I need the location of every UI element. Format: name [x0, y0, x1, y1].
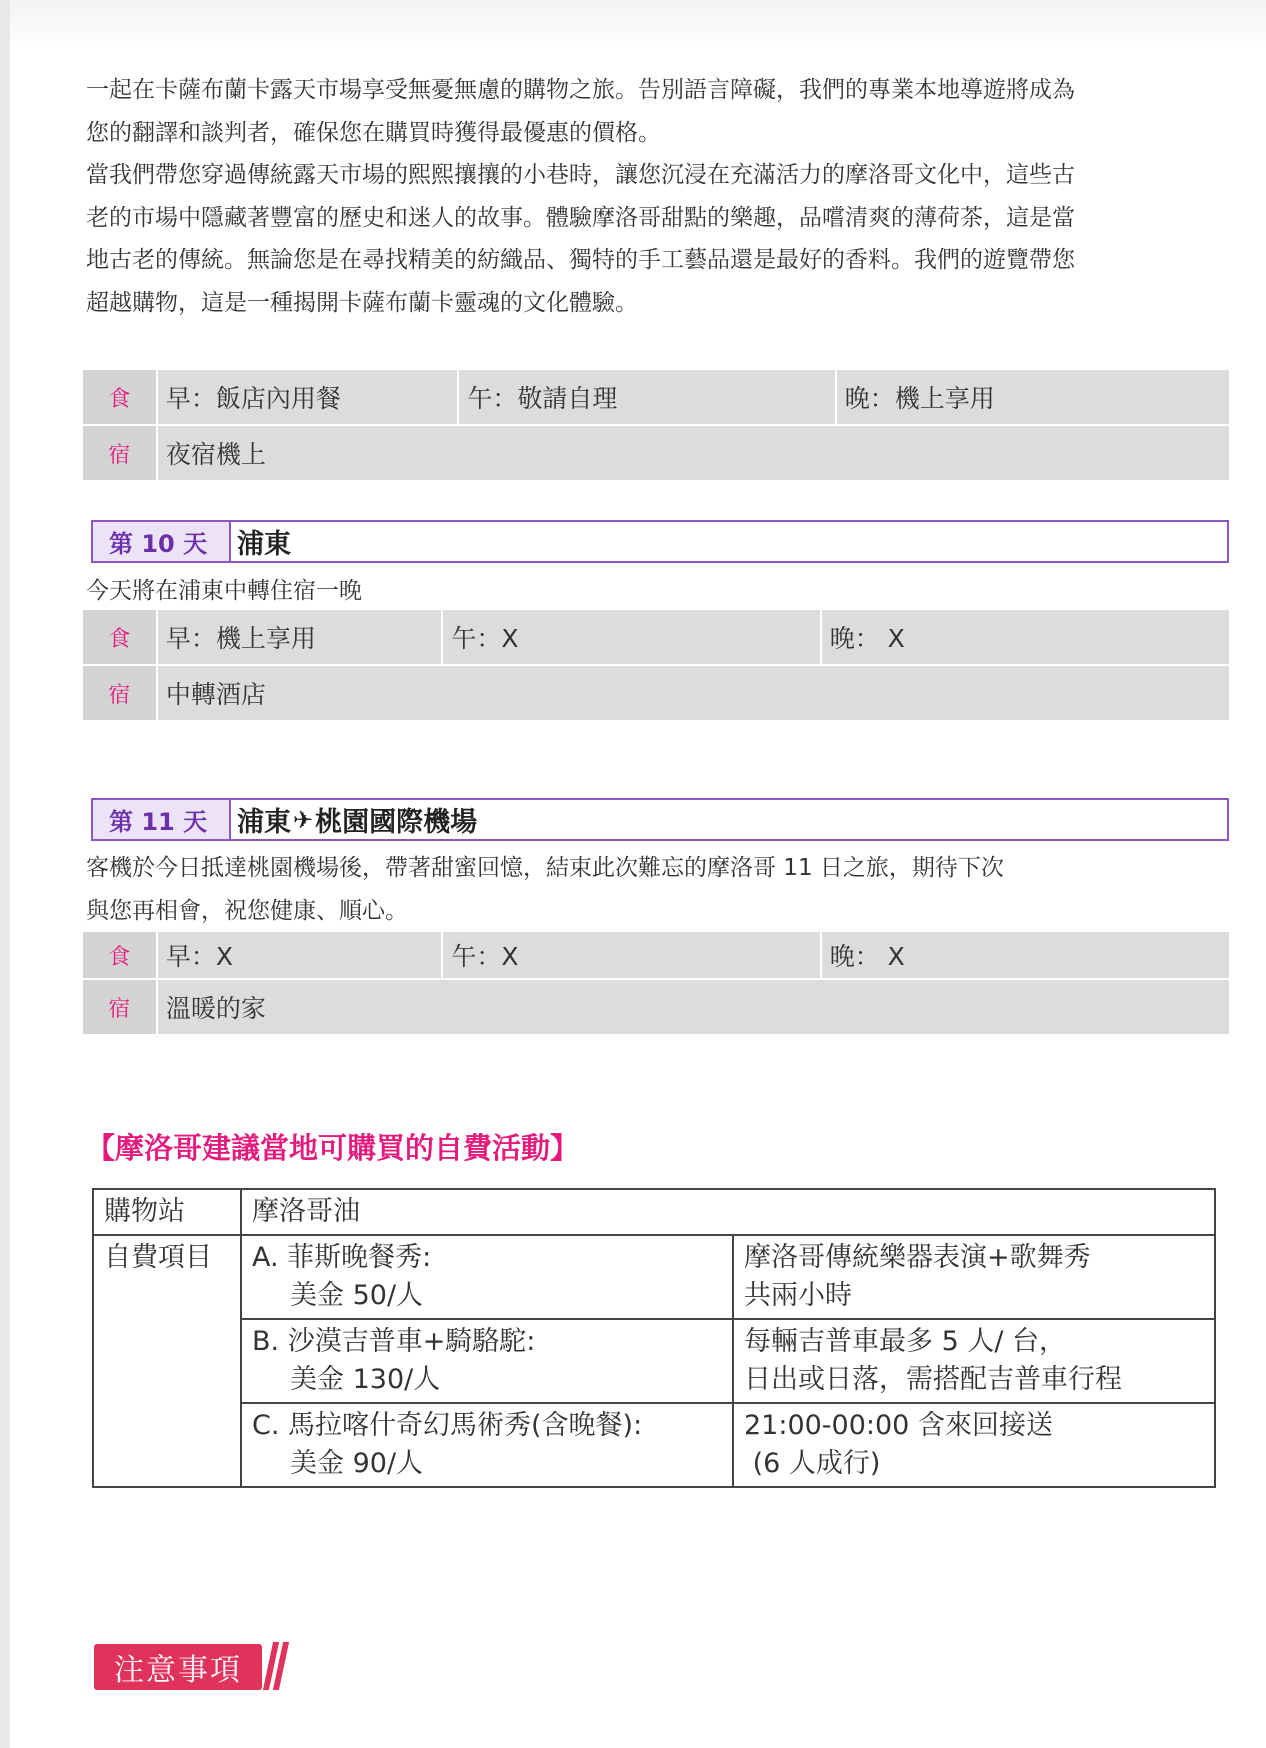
activity-price: 美金 50/人: [290, 1280, 424, 1311]
day-number: 第 10 天: [93, 522, 231, 561]
activity-note-cell: [733, 1403, 1215, 1487]
airplane-icon: ✈: [293, 805, 314, 834]
table-row: [93, 1403, 1215, 1487]
activity-note-cell: [733, 1235, 1215, 1319]
breakfast-cell: 早：X: [158, 932, 444, 978]
table-row: [93, 1189, 1215, 1235]
stay-cell: 中轉酒店: [165, 680, 266, 709]
intro-line: 當我們帶您穿過傳統露天市場的熙熙攘攘的小巷時，讓您沉浸在充滿活力的摩洛哥文化中，這些古: [86, 162, 1075, 188]
day-number: 第 11 天: [93, 800, 231, 839]
intro-line: 超越購物，這是一種揭開卡薩布蘭卡靈魂的文化體驗。: [86, 289, 638, 316]
activity-name-cell: [241, 1235, 733, 1319]
activity-note-cell: [733, 1319, 1215, 1403]
meal-table-day9: [83, 370, 1229, 480]
top-band: [10, 0, 1266, 48]
lunch-cell: 午：X: [443, 932, 821, 978]
activity-price: 美金 90/人: [290, 1448, 424, 1479]
day-title: [231, 800, 477, 839]
shop-value: 摩洛哥油: [241, 1189, 1215, 1235]
lunch-cell: 午：X: [443, 610, 821, 664]
page: [10, 0, 1266, 1748]
notice-heading: 注意事項: [94, 1644, 262, 1690]
activity-note: 日出或日落，需搭配吉普車行程: [744, 1364, 1122, 1395]
activity-note: (6 人成行): [744, 1448, 881, 1479]
day-11-description: [86, 847, 1206, 932]
activity-name-cell: [241, 1319, 733, 1403]
meal-label: 食: [83, 932, 158, 978]
activities-heading: 【摩洛哥建議當地可購買的自費活動】: [86, 1131, 580, 1165]
stay-row: [83, 424, 1229, 480]
route-from: 浦東: [237, 807, 291, 838]
activity-name: A. 菲斯晚餐秀:: [252, 1242, 432, 1273]
day-desc-line: 今天將在浦東中轉住宿一晚: [86, 578, 362, 604]
meal-row: [83, 370, 1229, 424]
intro-line: 地古老的傳統。無論您是在尋找精美的紡織品、獨特的手工藝品還是最好的香料。我們的遊覽帶您: [86, 247, 1075, 273]
stay-label: 宿: [83, 980, 158, 1034]
activity-note: 共兩小時: [744, 1280, 852, 1311]
meal-row: [83, 610, 1229, 664]
day-desc-line: 與您再相會，祝您健康、順心。: [86, 897, 408, 924]
table-row: [93, 1235, 1215, 1319]
intro-line: 一起在卡薩布蘭卡露天市場享受無憂無慮的購物之旅。告別語言障礙，我們的專業本地導遊將成為: [86, 77, 1075, 103]
activity-name: C. 馬拉喀什奇幻馬術秀(含晚餐):: [252, 1410, 643, 1441]
optional-activities-table: [92, 1188, 1216, 1488]
day-10-header: [91, 520, 1229, 563]
intro-line: 老的市場中隱藏著豐富的歷史和迷人的故事。體驗摩洛哥甜點的樂趣，品嚐清爽的薄荷茶，這是當: [86, 204, 1075, 231]
meal-table-day11: [83, 932, 1229, 1034]
day-title: 浦東: [237, 529, 291, 560]
activity-note: 摩洛哥傳統樂器表演+歌舞秀: [744, 1242, 1091, 1273]
day-11-header: [91, 798, 1229, 841]
table-row: [93, 1319, 1215, 1403]
dinner-cell: 晚：機上享用: [844, 384, 995, 413]
stay-cell: 溫暖的家: [165, 994, 266, 1023]
activity-name-cell: [241, 1403, 733, 1487]
meal-table-day10: [83, 610, 1229, 720]
dinner-cell: 晚： X: [829, 942, 905, 971]
meal-row: [83, 932, 1229, 978]
meal-label: 食: [83, 610, 158, 664]
breakfast-cell: 早：機上享用: [158, 610, 444, 664]
lunch-cell: 午：敬請自理: [459, 370, 836, 424]
activity-name: B. 沙漠吉普車+騎駱駝:: [252, 1326, 536, 1357]
activity-note: 每輛吉普車最多 5 人/ 台，: [744, 1326, 1067, 1357]
stay-label: 宿: [83, 426, 158, 480]
activity-note: 21:00-00:00 含來回接送: [744, 1410, 1053, 1441]
dinner-cell: 晚： X: [829, 624, 905, 653]
activity-price: 美金 130/人: [290, 1364, 441, 1395]
stay-row: [83, 664, 1229, 720]
stay-cell: 夜宿機上: [165, 440, 266, 469]
day-desc-line: 客機於今日抵達桃園機場後，帶著甜蜜回憶，結束此次難忘的摩洛哥 11 日之旅，期待下次: [86, 855, 1004, 881]
meal-label: 食: [83, 370, 158, 424]
stay-label: 宿: [83, 666, 158, 720]
breakfast-cell: 早：飯店內用餐: [158, 370, 459, 424]
shop-label: 購物站: [93, 1189, 241, 1235]
route-to: 桃園國際機場: [315, 807, 478, 838]
intro-line: 您的翻譯和談判者，確保您在購買時獲得最優惠的價格。: [86, 119, 661, 146]
day-10-description: [86, 570, 1206, 613]
intro-text: [86, 69, 1206, 324]
fee-label: 自費項目: [93, 1235, 241, 1487]
stay-row: [83, 978, 1229, 1034]
